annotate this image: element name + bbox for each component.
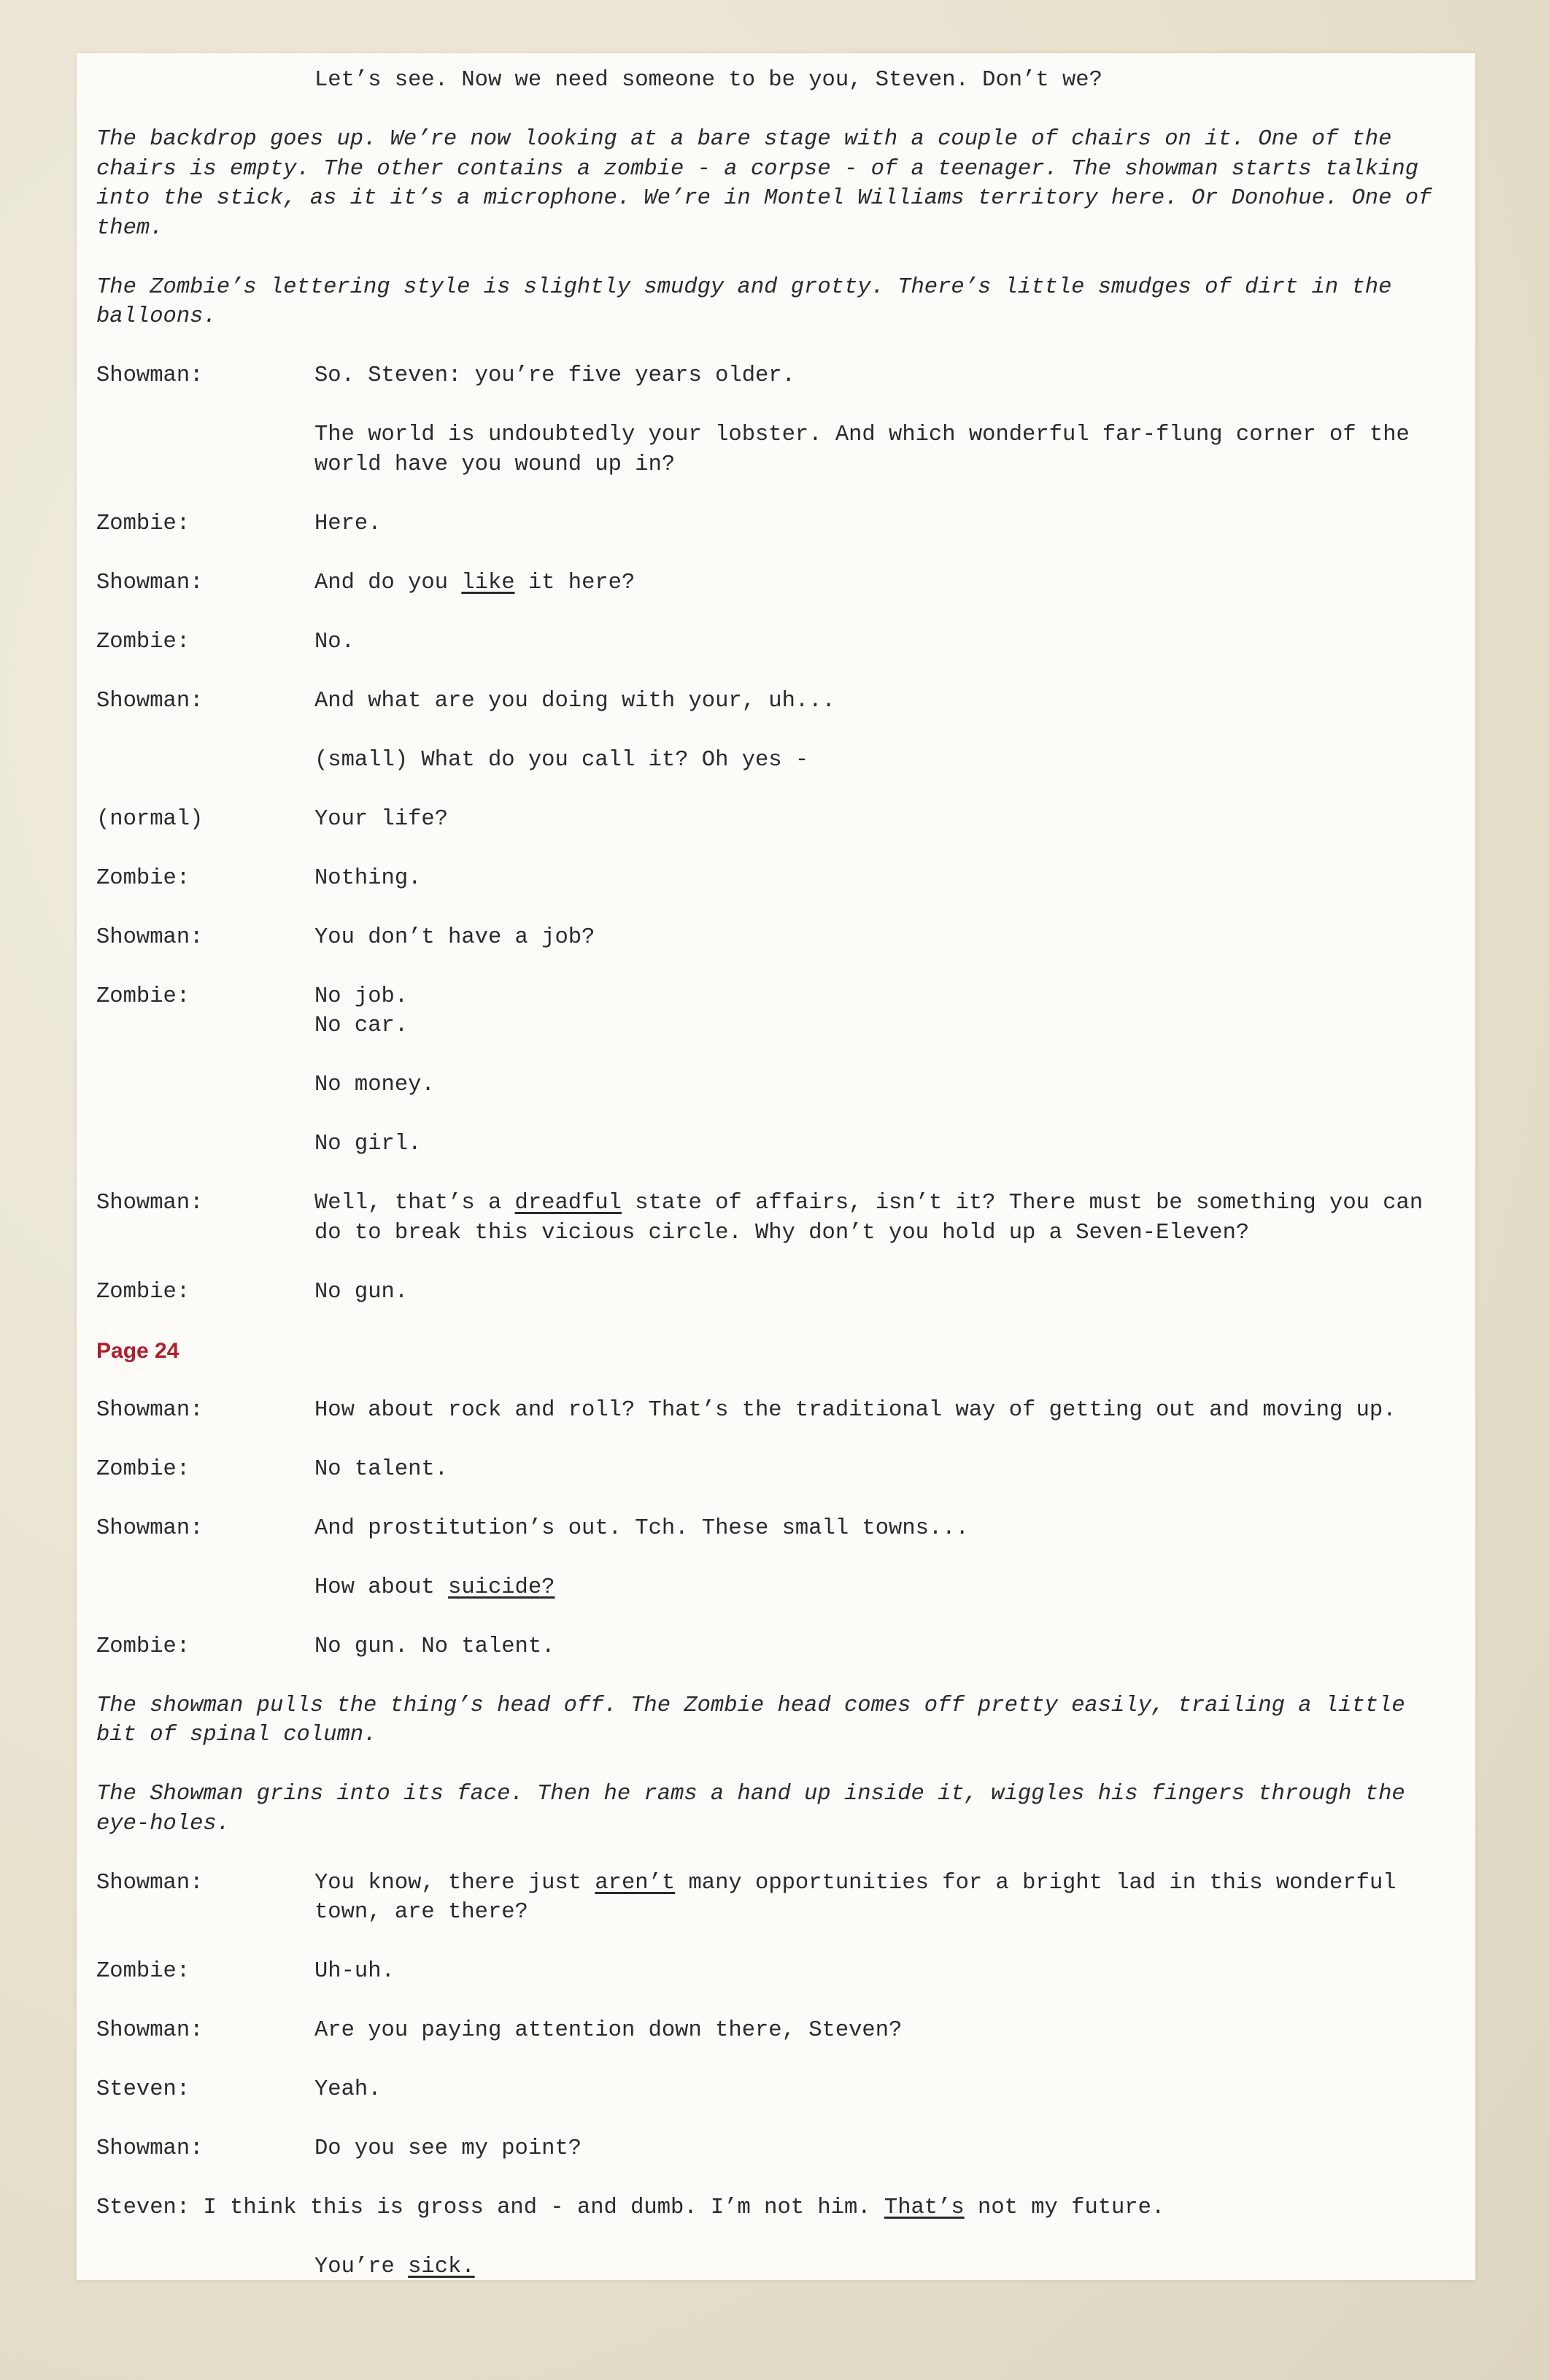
dialogue-text: Are you paying attention down there, Steven? [314, 2018, 903, 2043]
text-segment: not my future. [964, 2195, 1165, 2220]
dialogue-row [96, 1514, 1453, 1544]
dialogue-text: And what are you doing with your, uh... [314, 688, 835, 714]
page-heading: Page 24 [96, 1338, 179, 1363]
dialogue-row [96, 1455, 1453, 1485]
dialogue-text: Let’s see. Now we need someone to be you, Steven. Don’t we? [314, 68, 1102, 93]
dialogue-text: Yeah. [314, 2077, 382, 2102]
dialogue-row [96, 1869, 1453, 1928]
speaker-label: Showman: [96, 688, 204, 714]
speaker-label: Showman: [96, 924, 204, 950]
speaker-label: Zombie: [96, 1456, 190, 1482]
speaker-label: Zombie: [96, 865, 190, 891]
text-line: No car. [314, 1013, 409, 1038]
dialogue-text: (small) What do you call it? Oh yes - [314, 747, 809, 773]
dialogue-row [96, 687, 1453, 716]
text-line: No job. [314, 984, 409, 1009]
dialogue-text: You don’t have a job? [314, 924, 595, 950]
speaker-label: Showman: [96, 2136, 204, 2161]
dialogue-row [96, 2075, 1453, 2105]
text-segment: You know, there just [314, 1870, 595, 1896]
underlined-word: sick. [408, 2255, 475, 2279]
dialogue-row [96, 2134, 1453, 2164]
dialogue-row [96, 1189, 1453, 1248]
stage-direction: The Showman grins into its face. Then he rams a hand up inside it, wiggles his fingers through the eye-holes. [96, 1782, 1405, 1836]
dialogue-row [96, 1396, 1453, 1426]
text-segment: You’re [314, 2255, 409, 2279]
dialogue-text [314, 1869, 1453, 1928]
dialogue-text: Do you see my point? [314, 2136, 582, 2161]
dialogue-text: No gun. [314, 1279, 409, 1305]
dialogue-text [314, 568, 1453, 598]
speaker-label: Zombie: [96, 511, 190, 536]
dialogue-row [96, 509, 1453, 539]
dialogue-text: So. Steven: you’re five years older. [314, 363, 795, 388]
speaker-label: Showman: [96, 570, 204, 595]
speaker-label: Zombie: [96, 984, 190, 1009]
speaker-label: Zombie: [96, 1634, 190, 1659]
stage-direction: The showman pulls the thing’s head off. The Zombie head comes off pretty easily, trailing a little bit of spinal column. [96, 1693, 1405, 1747]
dialogue-text: Your life? [314, 806, 449, 832]
dialogue-line [96, 2193, 1453, 2223]
dialogue-line [96, 66, 1453, 96]
dialogue-text [96, 1573, 1453, 1603]
speaker-label: Showman: [96, 1515, 204, 1541]
speaker-label: Showman: [96, 2018, 204, 2043]
script-page [77, 53, 1475, 2280]
text-segment: How about [314, 1575, 449, 1600]
script-content [96, 66, 1453, 2282]
dialogue-row [96, 568, 1453, 598]
dialogue-text: No gun. No talent. [314, 1634, 555, 1659]
speaker-label: Zombie: [96, 1279, 190, 1305]
dialogue-row [96, 1278, 1453, 1307]
underlined-word: That’s [884, 2195, 965, 2220]
dialogue-row [96, 627, 1453, 657]
text-segment: Well, that’s a [314, 1191, 515, 1216]
stage-direction: The backdrop goes up. We’re now looking at a bare stage with a couple of chairs on it. One of the chairs is empty. The other contains a zombie - a corpse - of a teenager. The showman starts talking into the stick, as it it’s a microphone. We’re in Montel Williams territory here. Or Donohue. One of them. [96, 127, 1432, 241]
dialogue-text [96, 2252, 1453, 2282]
speaker-label: Showman: [96, 1870, 204, 1896]
speaker-label: Showman: [96, 1191, 204, 1216]
dialogue-text: Uh-uh. [314, 1959, 395, 1984]
dialogue-text: No girl. [314, 1132, 422, 1156]
text-segment: Steven: I think this is gross and - and dumb. I’m not him. [96, 2195, 884, 2220]
speaker-label: Steven: [96, 2077, 190, 2102]
text-segment: it here? [514, 570, 636, 595]
dialogue-text: Here. [314, 511, 382, 536]
dialogue-row [96, 864, 1453, 894]
dialogue-text: No talent. [314, 1456, 449, 1482]
dialogue-row [96, 2016, 1453, 2046]
dialogue-text: The world is undoubtedly your lobster. And which wonderful far-flung corner of the world have you wound up in? [314, 422, 1410, 477]
dialogue-text: How about rock and roll? That’s the traditional way of getting out and moving up. [314, 1397, 1397, 1423]
dialogue-row [96, 1957, 1453, 1987]
underlined-word: suicide? [448, 1575, 555, 1600]
underlined-word: dreadful [514, 1191, 622, 1216]
speaker-label: Showman: [96, 363, 204, 388]
underlined-word: aren’t [595, 1870, 676, 1896]
dialogue-text [314, 1189, 1453, 1248]
dialogue-text: Nothing. [314, 865, 422, 891]
dialogue-text [314, 982, 1453, 1041]
text-segment: many opportunities for a bright lad in this wonderful town, are there? [314, 1870, 1410, 1925]
dialogue-row [96, 982, 1453, 1041]
dialogue-row [96, 1632, 1453, 1662]
text-segment: And do you [314, 570, 462, 595]
underlined-word: like [461, 570, 515, 595]
speaker-label: Zombie: [96, 629, 190, 654]
stage-direction: The Zombie’s lettering style is slightly smudgy and grotty. There’s little smudges of dirt in the balloons. [96, 274, 1392, 329]
dialogue-text: No money. [314, 1073, 435, 1097]
dialogue-row [96, 923, 1453, 953]
dialogue-text: No. [314, 629, 355, 654]
text-segment: state of affairs, isn’t it? There must be something you can do to break this vicious circle. Why don’t you hold up a Seven-Eleven? [314, 1191, 1437, 1245]
dialogue-row [96, 361, 1453, 391]
speaker-label: Zombie: [96, 1959, 190, 1984]
dialogue-row [96, 805, 1453, 835]
speaker-label: (normal) [96, 806, 204, 832]
speaker-label: Showman: [96, 1397, 204, 1423]
dialogue-text: And prostitution’s out. Tch. These small towns... [314, 1515, 969, 1541]
